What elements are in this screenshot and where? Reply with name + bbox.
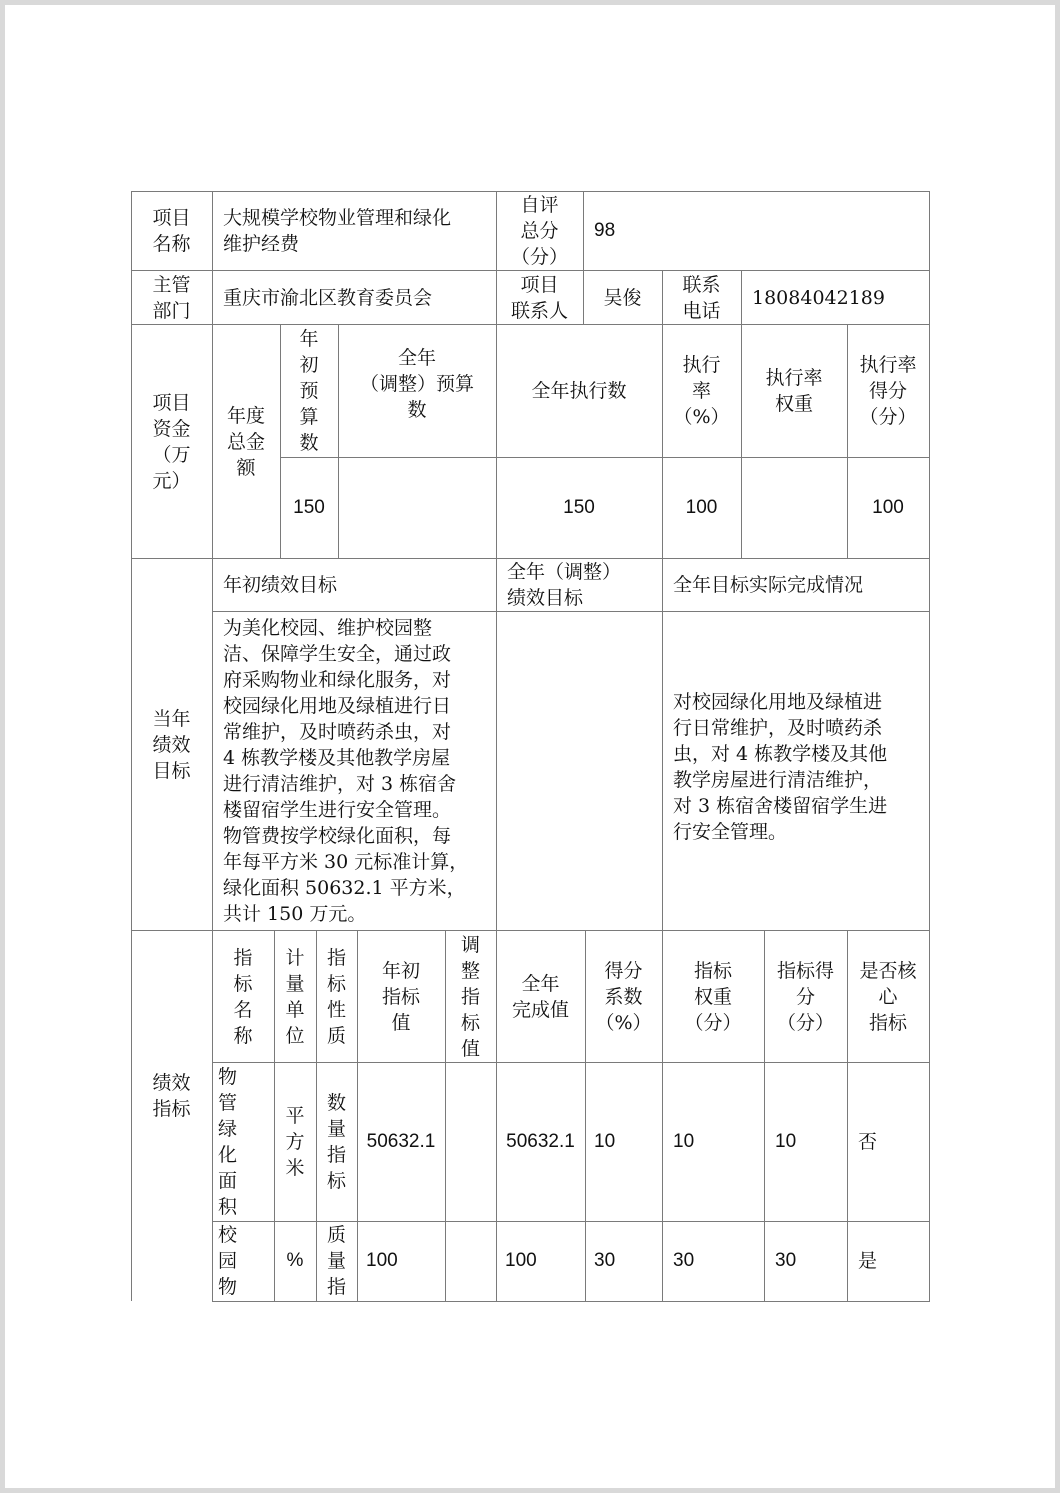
table-row-score: 10 xyxy=(775,1131,797,1152)
table-row-name: 物 管 绿 化 面 积 xyxy=(218,1066,238,1218)
phone-label: 联系 电话 xyxy=(682,273,721,322)
table-row-weight: 30 xyxy=(673,1250,695,1271)
ind-header-name: 指 标 名 称 xyxy=(233,946,253,1047)
table-row-unit: 平 方 米 xyxy=(285,1105,305,1179)
funds-adjusted-header: 全年 （调整）预算 数 xyxy=(359,347,474,421)
funds-weight-header: 执行率 权重 xyxy=(765,367,823,415)
dept-value: 重庆市渝北区教育委员会 xyxy=(223,286,433,309)
table-row-coef: 30 xyxy=(594,1250,616,1271)
ind-header-adjusted: 调 整 指 标 值 xyxy=(460,933,480,1060)
table-row-nature: 数 量 指 标 xyxy=(326,1092,346,1192)
table-row-core: 否 xyxy=(858,1131,878,1153)
goals-label: 当年 绩效 目标 xyxy=(152,707,191,782)
table-row-adjusted xyxy=(445,1221,496,1301)
funds-initial-header: 年 初 预 算 数 xyxy=(299,328,319,454)
goals-initial-header: 年初绩效目标 xyxy=(223,574,338,596)
goals-adjusted-header: 全年（调整） 绩效目标 xyxy=(507,561,622,609)
contact-value: 吴俊 xyxy=(603,286,642,309)
table-row-initial: 50632.1 xyxy=(366,1131,436,1152)
funds-rate-header: 执行 率 （%） xyxy=(673,354,730,428)
funds-total-header: 年度 总金 额 xyxy=(226,404,265,479)
goals-adjusted-text xyxy=(496,611,662,931)
phone-value: 18084042189 xyxy=(752,286,885,309)
funds-initial-value: 150 xyxy=(293,497,325,518)
ind-header-core: 是否核 心 指标 xyxy=(859,959,917,1034)
funds-executed-value: 150 xyxy=(563,497,595,518)
ind-header-coef: 得分 系数 （%） xyxy=(595,959,652,1034)
table-row-adjusted xyxy=(445,1062,496,1222)
project-name-label: 项目 名称 xyxy=(152,207,191,255)
dept-label: 主管 部门 xyxy=(152,273,191,322)
table-row-score: 30 xyxy=(775,1250,797,1271)
table-row-coef: 10 xyxy=(594,1131,616,1152)
goals-initial-text: 为美化校园、维护校园整 洁、保障学生安全，通过政 府采购物业和绿化服务，对 校园绿化用地及绿植进行日 常维护，及时喷药杀虫，对 4 栋教学楼及其他教学房屋 进行清洁维护，对 3 栋宿舍 楼留宿学生进行安全管理。 物管费按学校绿化面积，每 年每平方米 30 元标准计算， 绿化面积 50632.1 平方米， 共计 150 万元。 xyxy=(223,617,469,925)
ind-header-score: 指标得 分 （分） xyxy=(776,959,834,1034)
indicators-label: 绩效 指标 xyxy=(152,1071,191,1120)
funds-rate-score-value: 100 xyxy=(872,497,904,518)
table-row-nature: 质 量 指 xyxy=(326,1224,346,1298)
ind-header-unit: 计 量 单 位 xyxy=(285,946,305,1047)
table-row-unit: % xyxy=(286,1250,304,1271)
ind-header-weight: 指标 权重 （分） xyxy=(684,959,742,1034)
funds-executed-header: 全年执行数 xyxy=(531,380,627,402)
goals-actual-header: 全年目标实际完成情况 xyxy=(673,574,864,596)
project-name-value: 大规模学校物业管理和绿化 维护经费 xyxy=(223,207,452,255)
contact-label: 项目 联系人 xyxy=(510,273,568,322)
table-row-name: 校 园 物 xyxy=(218,1224,238,1298)
ind-header-completed: 全年 完成值 xyxy=(511,972,569,1021)
table-row-weight: 10 xyxy=(673,1131,695,1152)
funds-weight-value xyxy=(741,457,847,559)
score-value: 98 xyxy=(594,220,616,241)
score-label: 自评 总分 （分） xyxy=(510,194,568,268)
funds-adjusted-value xyxy=(338,457,496,559)
rule xyxy=(929,191,930,1301)
funds-rate-value: 100 xyxy=(685,497,718,518)
funds-label: 项目 资金 （万 元） xyxy=(152,391,191,492)
table-row-completed: 100 xyxy=(505,1250,537,1271)
table-row-initial: 100 xyxy=(366,1250,398,1271)
goals-actual-text: 对校园绿化用地及绿植进 行日常维护，及时喷药杀 虫，对 4 栋教学楼及其他 教学房屋进行清洁维护， 对 3 栋宿舍楼留宿学生进 行安全管理。 xyxy=(673,691,888,843)
document-page xyxy=(5,5,1055,1488)
rule xyxy=(212,1301,930,1302)
table-row-completed: 50632.1 xyxy=(506,1131,575,1152)
funds-rate-score-header: 执行率 得分 （分） xyxy=(859,354,917,428)
ind-header-nature: 指 标 性 质 xyxy=(326,946,346,1047)
table-row-core: 是 xyxy=(858,1250,878,1272)
ind-header-initial: 年初 指标 值 xyxy=(381,959,420,1034)
